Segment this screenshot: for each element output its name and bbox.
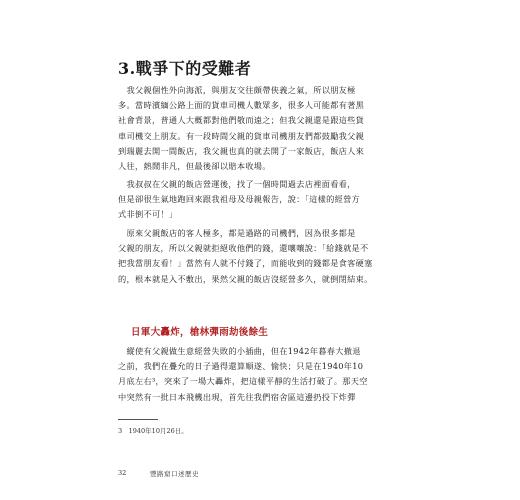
paragraph-2 bbox=[118, 177, 386, 223]
text-line: 多。當時濱緬公路上面的貨車司機人數眾多，很多人可能都有著黑 bbox=[118, 100, 365, 111]
footnote: 3 1940年10月26日。 bbox=[118, 427, 188, 435]
text-line: 的，根本就是入不敷出，果然父親的飯店沒經營多久，就倒閉結束。 bbox=[118, 273, 373, 284]
text-line: 車司機交上朋友。有一段時間父親的貨車司機朋友們都鼓勵我父親 bbox=[118, 130, 365, 141]
text-line: 人往，熱鬧非凡，但最後卻以賠本收場。 bbox=[118, 161, 271, 172]
subheading: 日軍大轟炸，槍林彈雨劫後餘生 bbox=[131, 327, 269, 338]
text-line: 我叔叔在父親的飯店營運後，找了一個時間過去店裡面看看， bbox=[118, 179, 356, 189]
text-line: 但是卻很生氣地跑回來跟我祖母及母親報告，說：「這樣的經營方 bbox=[118, 194, 361, 205]
text-line: 式非倒不可！」 bbox=[118, 209, 178, 220]
footnote-divider bbox=[118, 419, 158, 420]
text-line: 父親的朋友，所以父親就拒絕收他們的錢，還嚷嚷說：「給錢就是不 bbox=[118, 243, 369, 254]
text-line: 到瑞麗去開一間飯店，我父親也真的就去開了一家飯店，飯店人來 bbox=[118, 145, 365, 156]
paragraph-4 bbox=[118, 344, 386, 405]
text-line: 社會背景，普通人大概都對他們敬而遠之；但我父親還是跟這些貨 bbox=[118, 115, 365, 126]
paragraph-1 bbox=[118, 83, 386, 174]
text-line: 中突然有一批日本飛機出現，首先往我們宿舍區這邊扔投下炸彈 bbox=[118, 391, 356, 402]
running-title: 豐路窟口述歷史 bbox=[150, 470, 199, 478]
text-line: 原來父親飯店的客人極多，都是過路的司機們，因為很多都是 bbox=[118, 228, 356, 238]
text-line: 把我當朋友看！」當然有人就不付錢了，而能收到的錢都是食客硬塞 bbox=[118, 258, 373, 269]
section-title: 3.戰爭下的受難者 bbox=[118, 59, 252, 78]
text-line: 我父親個性外向海派，與朋友交往頗帶俠義之氣，所以朋友極 bbox=[118, 85, 356, 95]
text-line: 月底左右³，突來了一場大轟炸，把這樣平靜的生活打破了。那天空 bbox=[118, 376, 368, 387]
text-line: 之前，我們在疊允的日子過得還算順遂、愉快；只是在1940年10 bbox=[118, 361, 364, 372]
page-number: 32 bbox=[118, 469, 127, 477]
paragraph-3 bbox=[118, 226, 386, 287]
text-line: 縱使有父親做生意經營失敗的小插曲，但在1942年暮春大撤退 bbox=[118, 346, 361, 356]
